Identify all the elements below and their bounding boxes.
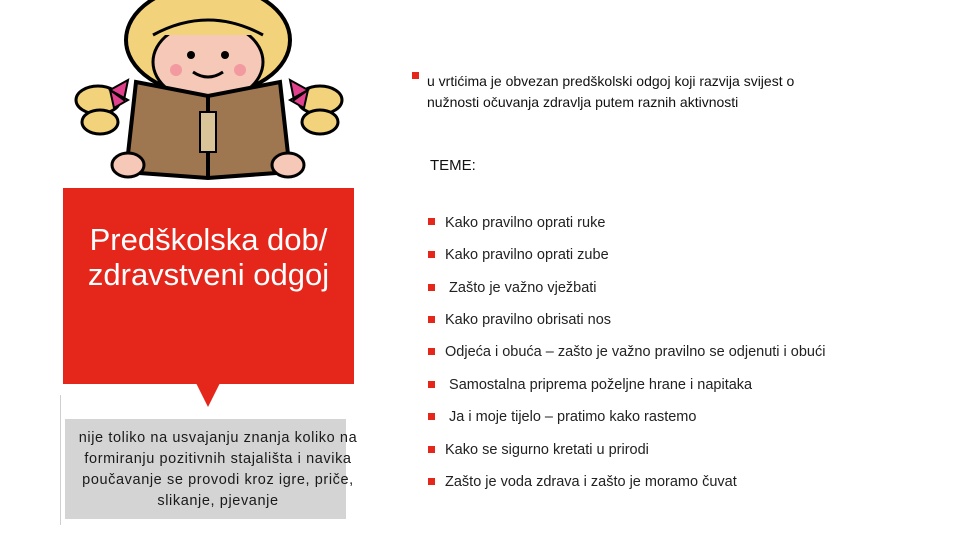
topic-item: Samostalna priprema poželjne hrane i napitaka [445, 377, 753, 393]
topic-item: Kako pravilno oprati zube [445, 247, 609, 263]
topic-item: Kako pravilno obrisati nos [445, 312, 612, 328]
note-text: nije toliko na usvajanju znanja koliko na formiranju pozitivnih stajališta i navika poučavanje se provodi kroz igre, priče, slikanje, pjevanje [78, 430, 358, 509]
topic-item: Kako se sigurno kretati u prirodi [445, 442, 649, 458]
decorative-line [60, 395, 61, 525]
topic-bullet-icon [428, 284, 435, 291]
intro-bullet-icon [412, 72, 419, 79]
topic-item: Kako pravilno oprati ruke [445, 215, 606, 231]
intro-text: u vrtićima je obvezan predškolski odgoj koji razvija svijest o nužnosti očuvanja zdravlja putem raznih aktivnosti [427, 73, 795, 110]
section-title: Predškolska dob/ zdravstveni odgoj [87, 222, 330, 292]
topic-bullet-icon [428, 251, 435, 258]
topic-item: Zašto je važno vježbati [445, 280, 597, 296]
topic-item: Ja i moje tijelo – pratimo kako rastemo [445, 409, 697, 425]
topic-item: Zašto je voda zdrava i zašto je moramo čuvat [445, 474, 737, 490]
topic-bullet-icon [428, 348, 435, 355]
topic-bullet-icon [428, 478, 435, 485]
section-title-pointer [196, 383, 220, 407]
topic-item: Odjeća i obuća – zašto je važno pravilno se odjenuti i obući [445, 344, 826, 360]
topics-heading: TEME: [430, 157, 476, 174]
topic-bullet-icon [428, 381, 435, 388]
topic-bullet-icon [428, 446, 435, 453]
topic-bullet-icon [428, 218, 435, 225]
topic-bullet-icon [428, 316, 435, 323]
girl-reading-book-illustration [58, 0, 358, 190]
topic-bullet-icon [428, 413, 435, 420]
